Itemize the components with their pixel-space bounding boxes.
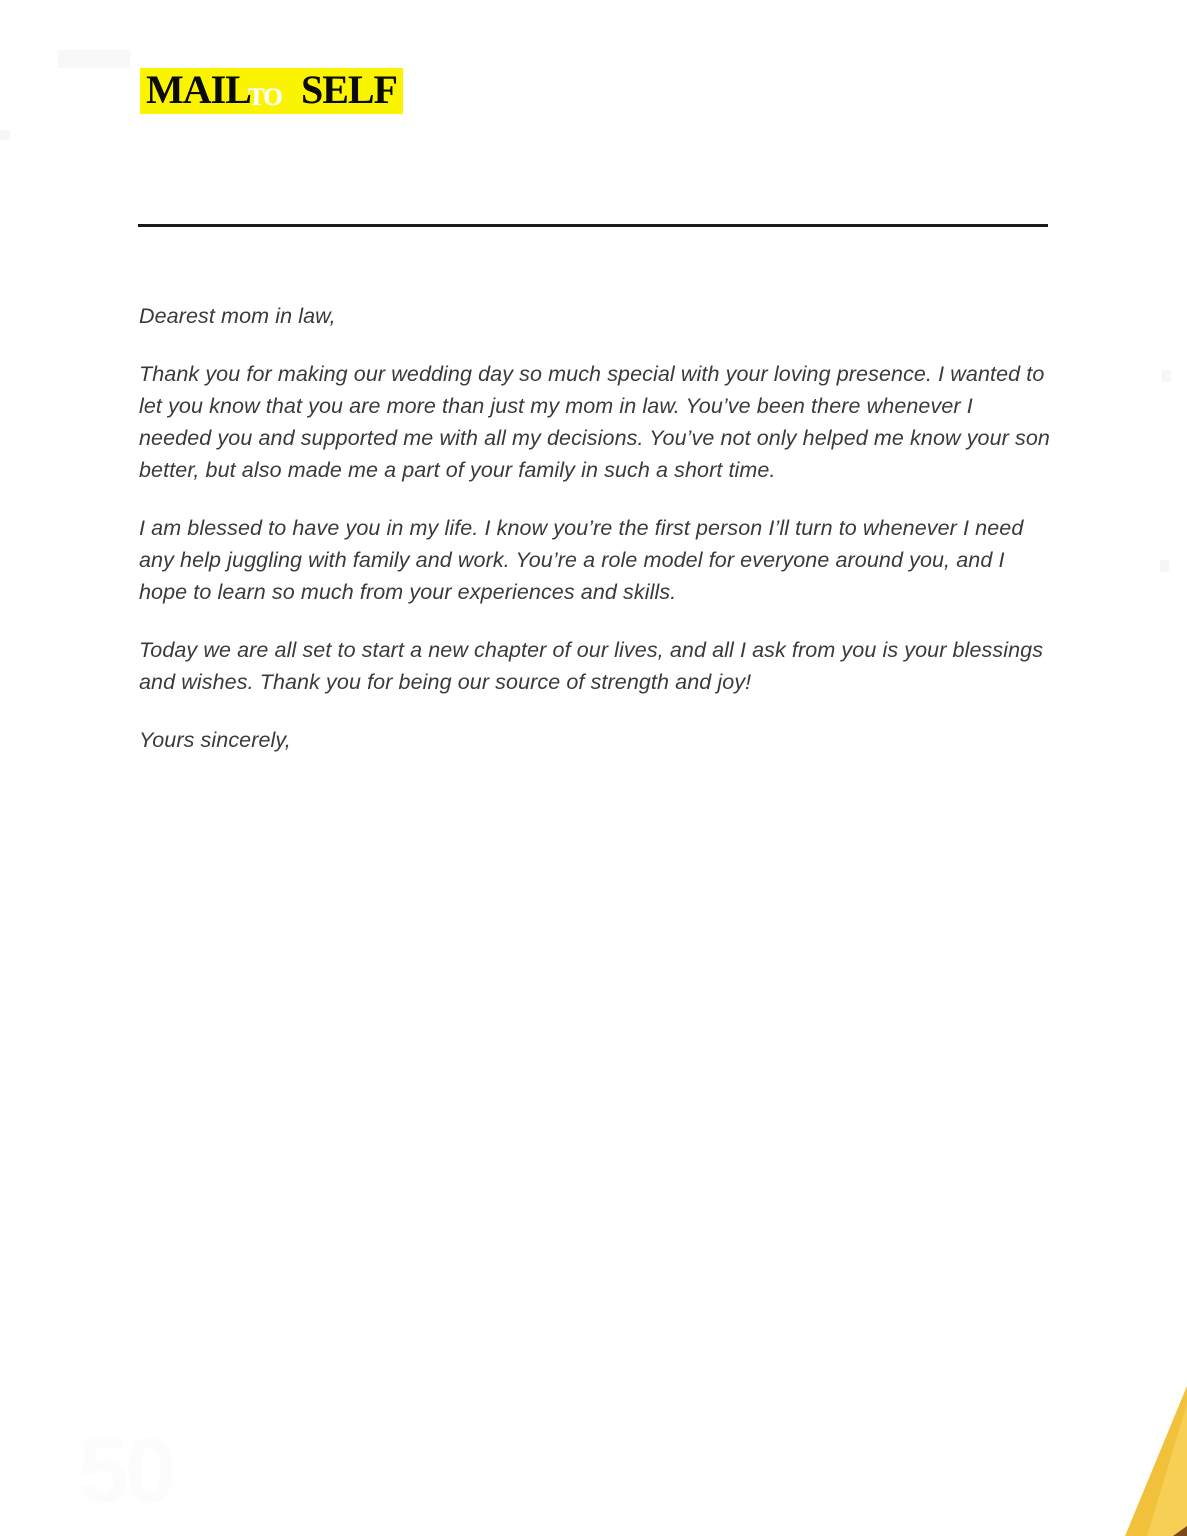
faint-watermark: 50 [78, 1420, 173, 1522]
scan-artifact-top-left [58, 50, 130, 68]
logo-primary-text: MAIL [146, 67, 251, 112]
letter-salutation: Dearest mom in law, [139, 304, 336, 328]
logo-secondary-text: SELF [300, 67, 397, 112]
letter-paragraph-1: Thank you for making our wedding day so much special with your loving presence. I wanted to let you know that you are more than just my mom in law. You’ve been there whenever I needed you and supported me with all my decisions. You’ve not only helped me know your son better, but also made me a part of your family in such a short time. [139, 362, 1050, 482]
header-divider [138, 224, 1048, 227]
corner-wedge-decoration [1117, 1386, 1187, 1536]
scan-artifact-right-edge-upper [1162, 370, 1171, 382]
letter-closing: Yours sincerely, [139, 728, 291, 752]
mail-to-self-logo [140, 68, 403, 114]
letter-body [139, 300, 1051, 756]
letter-paragraph-2: I am blessed to have you in my life. I know you’re the first person I’ll turn to whenever I need any help juggling with family and work. You’re a role model for everyone around you, and I hope to learn so much from your experiences and skills. [139, 516, 1024, 604]
letter-paragraph-3: Today we are all set to start a new chapter of our lives, and all I ask from you is your blessings and wishes. Thank you for being our source of strength and joy! [139, 638, 1044, 694]
logo-accent-text: TO [248, 84, 282, 111]
scan-artifact-left-edge [0, 130, 10, 140]
scan-artifact-right-edge-lower [1160, 560, 1169, 572]
